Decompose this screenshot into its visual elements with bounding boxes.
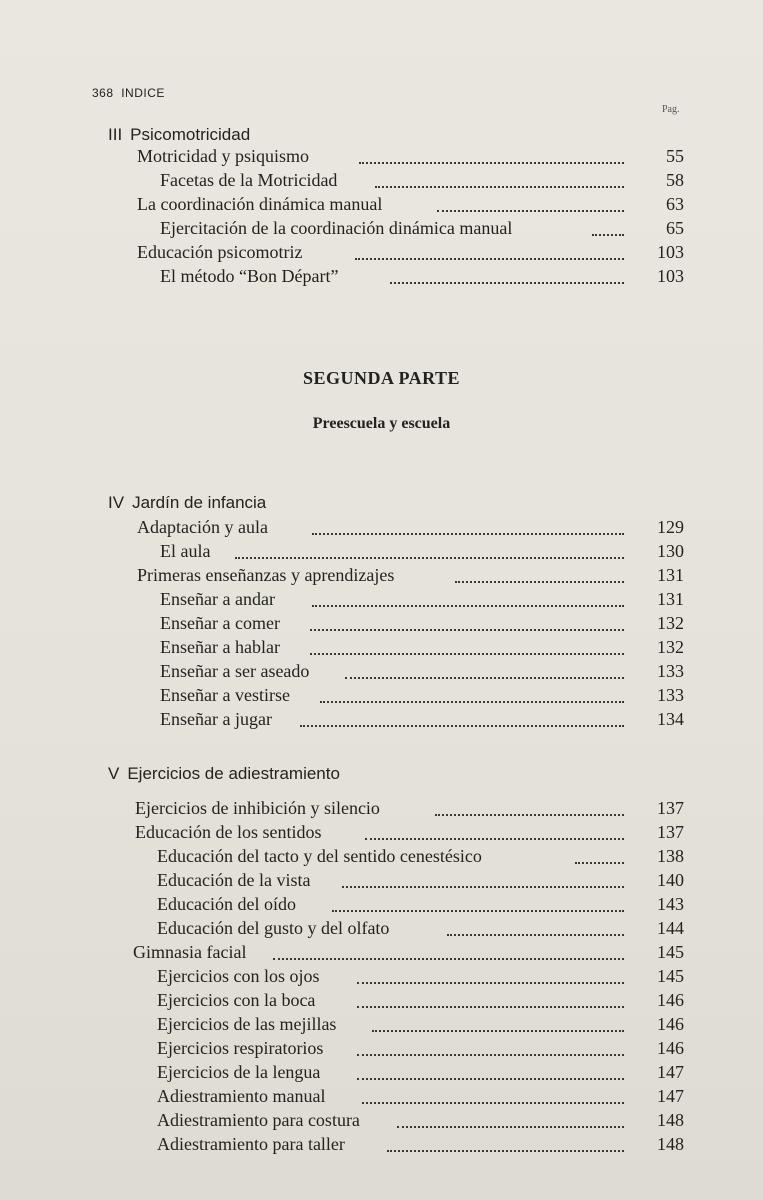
entry-page: 132 — [657, 613, 684, 633]
entry-page: 55 — [666, 146, 684, 166]
entry-label: Ejercicios respiratorios — [157, 1038, 324, 1058]
entry-page: 147 — [657, 1086, 684, 1106]
entry-label: Ejercicios con la boca — [157, 990, 316, 1010]
chapter-number: IV — [108, 493, 125, 512]
chapter-title: Psicomotricidad — [130, 125, 251, 144]
chapter-title: Jardín de infancia — [132, 493, 267, 512]
toc-entry[interactable] — [160, 707, 684, 731]
dot-leader — [310, 629, 624, 655]
entry-label: Educación del tacto y del sentido cenestésico — [157, 846, 482, 866]
entry-page: 137 — [657, 798, 684, 818]
entry-page: 147 — [657, 1062, 684, 1082]
entry-label: Primeras enseñanzas y aprendizajes — [137, 565, 395, 585]
entry-page: 133 — [657, 685, 684, 705]
entry-label: Educación psicomotriz — [137, 242, 303, 262]
entry-label: Ejercicios de la lengua — [157, 1062, 321, 1082]
dot-leader — [332, 886, 624, 912]
entry-label: El método “Bon Départ” — [160, 266, 339, 286]
entry-page: 130 — [657, 541, 684, 561]
entry-label: Enseñar a comer — [160, 613, 280, 633]
dot-leader — [345, 653, 624, 679]
entry-label: La coordinación dinámica manual — [137, 194, 383, 214]
chapter-heading — [108, 125, 250, 145]
entry-label: Enseñar a ser aseado — [160, 661, 310, 681]
dot-leader — [387, 1126, 624, 1152]
dot-leader — [359, 138, 624, 164]
entry-label: Educación del gusto y del olfato — [157, 918, 390, 938]
dot-leader — [342, 862, 624, 888]
entry-label: Enseñar a vestirse — [160, 685, 290, 705]
dot-leader — [575, 838, 624, 864]
entry-label: El aula — [160, 541, 211, 561]
dot-leader — [235, 533, 624, 559]
dot-leader — [273, 934, 624, 960]
entry-label: Ejercicios de las mejillas — [157, 1014, 337, 1034]
dot-leader — [365, 814, 624, 840]
entry-page: 144 — [657, 918, 684, 938]
entry-label: Enseñar a andar — [160, 589, 275, 609]
entry-label: Adaptación y aula — [137, 517, 268, 537]
entry-page: 134 — [657, 709, 684, 729]
entry-label: Enseñar a jugar — [160, 709, 272, 729]
entry-page: 146 — [657, 1014, 684, 1034]
dot-leader — [592, 210, 624, 236]
entry-label: Ejercitación de la coordinación dinámica manual — [160, 218, 513, 238]
entry-label: Ejercicios de inhibición y silencio — [135, 798, 380, 818]
toc-entry[interactable] — [160, 264, 684, 288]
entry-page: 103 — [657, 242, 684, 262]
dot-leader — [397, 1102, 624, 1128]
dot-leader — [357, 1030, 624, 1056]
entry-label: Adiestramiento manual — [157, 1086, 326, 1106]
entry-label: Ejercicios con los ojos — [157, 966, 320, 986]
part-title: SEGUNDA PARTE — [302, 368, 461, 388]
dot-leader — [372, 1006, 624, 1032]
entry-page: 131 — [657, 589, 684, 609]
page-header — [92, 86, 165, 100]
entry-page: 58 — [666, 170, 684, 190]
entry-page: 143 — [657, 894, 684, 914]
entry-page: 148 — [657, 1134, 684, 1154]
entry-page: 138 — [657, 846, 684, 866]
entry-label: Facetas de la Motricidad — [160, 170, 338, 190]
dot-leader — [357, 982, 624, 1008]
dot-leader — [437, 186, 624, 212]
dot-leader — [312, 581, 624, 607]
entry-page: 65 — [666, 218, 684, 238]
dot-leader — [320, 677, 624, 703]
entry-label: Motricidad y psiquismo — [137, 146, 309, 166]
toc-entry[interactable] — [157, 1132, 684, 1156]
dot-leader — [390, 258, 624, 284]
dot-leader — [375, 162, 624, 188]
entry-page: 129 — [657, 517, 684, 537]
entry-page: 103 — [657, 266, 684, 286]
entry-page: 145 — [657, 966, 684, 986]
part-subtitle: Preescuela y escuela — [312, 415, 451, 432]
dot-leader — [312, 509, 624, 535]
dot-leader — [455, 557, 624, 583]
entry-label: Educación de los sentidos — [135, 822, 322, 842]
dot-leader — [447, 910, 624, 936]
entry-page: 146 — [657, 1038, 684, 1058]
dot-leader — [357, 958, 624, 984]
entry-label: Gimnasia facial — [133, 942, 247, 962]
entry-page: 133 — [657, 661, 684, 681]
dot-leader — [435, 790, 624, 816]
chapter-heading — [108, 493, 266, 513]
dot-leader — [357, 1054, 624, 1080]
chapter-heading — [108, 764, 340, 784]
entry-page: 132 — [657, 637, 684, 657]
entry-label: Educación del oído — [157, 894, 296, 914]
entry-page: 131 — [657, 565, 684, 585]
entry-page: 148 — [657, 1110, 684, 1130]
entry-label: Enseñar a hablar — [160, 637, 280, 657]
entry-page: 137 — [657, 822, 684, 842]
pag-label: Pag. — [662, 104, 680, 115]
page-number: 368 — [92, 86, 114, 100]
entry-label: Adiestramiento para costura — [157, 1110, 360, 1130]
dot-leader — [362, 1078, 624, 1104]
entry-page: 145 — [657, 942, 684, 962]
chapter-number: III — [108, 125, 123, 144]
chapter-number: V — [108, 764, 120, 783]
dot-leader — [310, 605, 624, 631]
entry-page: 63 — [666, 194, 684, 214]
entry-page: 146 — [657, 990, 684, 1010]
header-title: INDICE — [121, 86, 165, 100]
dot-leader — [300, 701, 624, 727]
chapter-title: Ejercicios de adiestramiento — [127, 764, 340, 783]
dot-leader — [355, 234, 624, 260]
entry-label: Educación de la vista — [157, 870, 311, 890]
entry-label: Adiestramiento para taller — [157, 1134, 345, 1154]
entry-page: 140 — [657, 870, 684, 890]
